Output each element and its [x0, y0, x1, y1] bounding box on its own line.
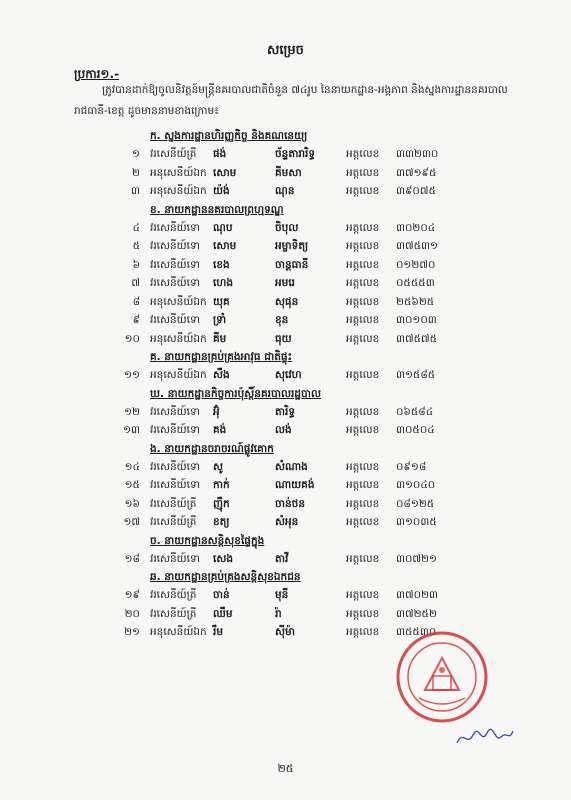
item-given-name: សុវេហ — [275, 369, 302, 381]
item-id: ០៦៥៨៤ — [396, 405, 434, 418]
item-surname: សូ — [213, 460, 223, 473]
item-id: ៣៧០២៣ — [396, 589, 438, 601]
item-id: ៣០៥០៤ — [396, 424, 435, 436]
item-id: ០៨១២៥ — [396, 497, 435, 510]
item-id: ៣៥៥៣០ — [396, 626, 437, 638]
item-given-name: គីមសា — [275, 166, 302, 179]
item-rank: វរសេនីយ៍ទោ — [150, 240, 200, 252]
item-id-label: អត្តលេខ — [346, 516, 380, 528]
item-id: ៣០២០៤ — [396, 221, 436, 234]
item-surname: គង់ — [213, 424, 227, 436]
item-number: ១៤ — [124, 460, 140, 473]
item-id-label: អត្តលេខ — [346, 607, 380, 620]
item-id-label: អត្តលេខ — [346, 369, 380, 381]
article-heading: ប្រការ១.- — [74, 67, 120, 81]
item-given-name: ចាន់ថន — [275, 497, 305, 510]
section-title: ឆ. នាយកដ្ឋានគ្រប់គ្រងសន្តិសុខឯកជន — [150, 571, 301, 583]
item-rank: អនុសេនីយ៍ឯក — [150, 332, 207, 345]
item-rank: វរសេនីយ៍ទោ — [150, 424, 200, 436]
item-given-name: ធុយ — [275, 332, 292, 345]
item-number: ៤ — [132, 221, 140, 234]
item-id-label: អត្តលេខ — [346, 460, 380, 473]
list-item — [0, 333, 571, 351]
item-rank: អនុសេនីយ៍ឯក — [150, 295, 207, 308]
item-id-label: អត្តលេខ — [346, 277, 380, 289]
item-surname: សឹង — [213, 369, 230, 381]
item-surname: ចាន់ — [213, 589, 230, 601]
item-rank: វរសេនីយ៍ទោ — [150, 460, 200, 473]
list-item — [0, 516, 571, 534]
item-given-name: ច័ន្ទតារារិទ្ធ — [275, 148, 315, 160]
section-title: ច. នាយកដ្ឋានសន្តិសុខផ្ទៃក្នុង — [150, 534, 265, 547]
item-given-name: សំណាង — [275, 460, 308, 473]
item-number: ៨ — [132, 295, 140, 308]
item-surname: ផង់ — [213, 148, 227, 160]
list-item — [0, 277, 571, 295]
item-rank: វរសេនីយ៍ត្រី — [150, 148, 197, 160]
item-number: ២១ — [124, 626, 140, 638]
item-number: ១៥ — [124, 479, 140, 491]
item-id-label: អត្តលេខ — [346, 295, 380, 308]
item-surname: សោម — [213, 240, 237, 252]
list-item — [0, 259, 571, 277]
item-id: ៣១០៤០ — [396, 479, 436, 491]
item-number: ៧ — [131, 277, 140, 289]
item-number: ១៦ — [124, 497, 140, 510]
item-rank: វរសេនីយ៍ទោ — [150, 258, 200, 271]
section-title: ខ. នាយកដ្ឋាននគរបាលព្រហ្មទណ្ឌ — [150, 203, 284, 216]
item-given-name: រ៉ា — [275, 607, 282, 620]
item-id-label: អត្តលេខ — [346, 166, 380, 179]
item-rank: វរសេនីយ៍ត្រី — [150, 516, 197, 528]
item-number: ១៩ — [124, 589, 140, 601]
item-number: ១១ — [124, 369, 140, 381]
item-rank: វរសេនីយ៍ទោ — [150, 552, 200, 565]
item-surname: ទ្រាំ — [213, 314, 227, 326]
item-number: ១៧ — [123, 516, 140, 528]
item-given-name: ណាយគង់ — [275, 479, 315, 491]
item-id-label: អត្តលេខ — [346, 332, 380, 345]
list-item — [0, 148, 571, 166]
item-rank: វរសេនីយ៍ត្រី — [150, 589, 197, 601]
section-title: ឃ. នាយកដ្ឋានកិច្ចការប៉ុស្តិ៍នគរបាលរដ្ឋបាល — [150, 387, 321, 400]
item-rank: អនុសេនីយ៍ឯក — [150, 166, 207, 179]
item-id-label: អត្តលេខ — [346, 589, 380, 601]
item-number: ១ — [132, 148, 140, 160]
item-id: ៣០១០៣ — [396, 314, 437, 326]
item-id-label: អត្តលេខ — [346, 405, 380, 418]
item-given-name: អមរេ — [275, 277, 295, 289]
item-id-label: អត្តលេខ — [346, 221, 380, 234]
item-id: ០១២៧០ — [396, 258, 436, 271]
item-id: ០៩១៨ — [396, 460, 427, 473]
item-number: ៣ — [131, 185, 140, 197]
item-rank: វរសេនីយ៍ទោ — [150, 314, 200, 326]
item-given-name: លង់ — [275, 424, 292, 436]
list-item — [0, 424, 571, 442]
item-surname: អ៊ុំ — [213, 405, 220, 418]
list-item — [0, 498, 571, 516]
item-surname: ហេង — [213, 277, 233, 289]
item-given-name: អម្ចាទិត្យ — [275, 240, 309, 252]
item-id: ៣៧៥៣១ — [396, 240, 438, 252]
item-rank: អនុសេនីយ៍ឯក — [150, 369, 207, 381]
item-id: ៣១៥៨៥ — [396, 369, 436, 381]
list-item — [0, 369, 571, 387]
item-given-name: ណុន — [275, 185, 295, 197]
item-given-name: តាវី — [275, 552, 289, 565]
list-item — [0, 406, 571, 424]
list-item — [0, 479, 571, 497]
item-number: ២០ — [124, 607, 140, 620]
item-number: ១៨ — [124, 552, 140, 565]
list-item — [0, 240, 571, 258]
item-number: ១០ — [124, 332, 140, 345]
item-id-label: អត្តលេខ — [346, 258, 380, 271]
item-surname: កាក់ — [213, 479, 230, 491]
item-rank: វរសេនីយ៍ទោ — [150, 405, 200, 418]
item-id-label: អត្តលេខ — [346, 479, 380, 491]
item-given-name: ស៊ីម៉ា — [275, 626, 295, 638]
item-surname: សេង — [213, 552, 233, 565]
item-number: ២ — [132, 166, 140, 179]
list-item — [0, 296, 571, 314]
item-number: ៥ — [132, 240, 140, 252]
item-id: ៣៣២៣០ — [396, 148, 439, 160]
item-surname: ឈឹម — [213, 607, 233, 620]
list-item — [0, 608, 571, 626]
item-surname: យ៉ង់ — [213, 185, 230, 197]
item-number: ១២ — [124, 405, 140, 418]
item-id-label: អត្តលេខ — [346, 626, 380, 638]
list-item — [0, 167, 571, 185]
document-title: សម្រេច — [267, 43, 304, 58]
item-number: ១៣ — [123, 424, 140, 436]
section-title: ក. ស្នងការដ្ឋានហិរញ្ញកិច្ច និងគណនេយ្យ — [150, 130, 308, 142]
item-id-label: អត្តលេខ — [346, 314, 380, 326]
list-item — [0, 222, 571, 240]
item-rank: វរសេនីយ៍ត្រី — [150, 497, 197, 510]
item-given-name: សុផុន — [275, 295, 299, 308]
item-id: ៣៧១៩៥ — [396, 166, 437, 179]
list-item — [0, 314, 571, 332]
item-surname: ខត្យ — [213, 516, 230, 528]
intro-paragraph: ត្រូវបានដាក់ឱ្យចូលនិវត្តន៍មន្ត្រីនគរបាលជាតិចំនួន ៧៤រូប នៃនាយកដ្ឋាន-អង្គភាព និងស្នងការដ្ឋាននគរបាលរាជធានី-ខេត្ត ដូចមាននាមខាងក្រោម៖ — [74, 84, 508, 117]
item-rank: វរសេនីយ៍ត្រី — [150, 607, 197, 620]
item-id: ៣០៧២១ — [396, 552, 437, 565]
item-id: ២៥៦២៥ — [396, 295, 435, 308]
page-number: ២៥ — [277, 762, 294, 775]
item-number: ៦ — [132, 258, 140, 271]
item-id-label: អត្តលេខ — [346, 185, 380, 197]
item-rank: អនុសេនីយ៍ឯក — [150, 626, 207, 638]
item-id-label: អត្តលេខ — [346, 148, 380, 160]
item-given-name: ចាន្តធានី — [275, 258, 309, 271]
list-item — [0, 589, 571, 607]
item-rank: វរសេនីយ៍ទោ — [150, 221, 200, 234]
item-id: ០៥៥៥៣ — [396, 277, 435, 289]
item-surname: គីម — [213, 332, 227, 345]
item-given-name: ចិបុល — [275, 221, 299, 234]
item-rank: អនុសេនីយ៍ឯក — [150, 185, 207, 197]
item-surname: យុគ — [213, 295, 230, 308]
item-rank: វរសេនីយ៍ទោ — [150, 277, 200, 289]
item-id-label: អត្តលេខ — [346, 552, 380, 565]
section-title: គ. នាយកដ្ឋានគ្រប់គ្រងអាវុធ ជាតិផ្ទុះ — [150, 351, 293, 363]
signature-icon — [455, 725, 515, 749]
list-item — [0, 461, 571, 479]
item-given-name: ខុន — [275, 314, 289, 326]
item-surname: ញ៉ឹក — [213, 497, 230, 510]
item-id: ៣១០៣៥ — [396, 516, 437, 528]
item-surname: ខេង — [213, 258, 230, 271]
item-given-name: តារិទ្ធ — [275, 405, 295, 418]
item-number: ៩ — [132, 314, 140, 326]
item-given-name: មុនី — [275, 589, 289, 601]
item-rank: វរសេនីយ៍ទោ — [150, 479, 200, 491]
item-id: ៣៧២៥២ — [396, 607, 437, 620]
item-given-name: សំអុន — [275, 516, 299, 528]
item-surname: ណុប — [213, 221, 233, 234]
item-surname: សោម — [213, 166, 237, 179]
item-id-label: អត្តលេខ — [346, 240, 380, 252]
list-item — [0, 185, 571, 203]
list-item — [0, 553, 571, 571]
item-id-label: អត្តលេខ — [346, 497, 380, 510]
section-title: ង. នាយកដ្ឋានចរាចរណ៍ផ្លូវគោក — [150, 442, 274, 455]
item-id: ៣៩០៧៥ — [396, 185, 436, 197]
item-id: ៣៧៥៧៥ — [396, 332, 438, 345]
official-seal-icon — [395, 630, 489, 724]
item-id-label: អត្តលេខ — [346, 424, 380, 436]
item-surname: រឹម — [213, 626, 223, 638]
